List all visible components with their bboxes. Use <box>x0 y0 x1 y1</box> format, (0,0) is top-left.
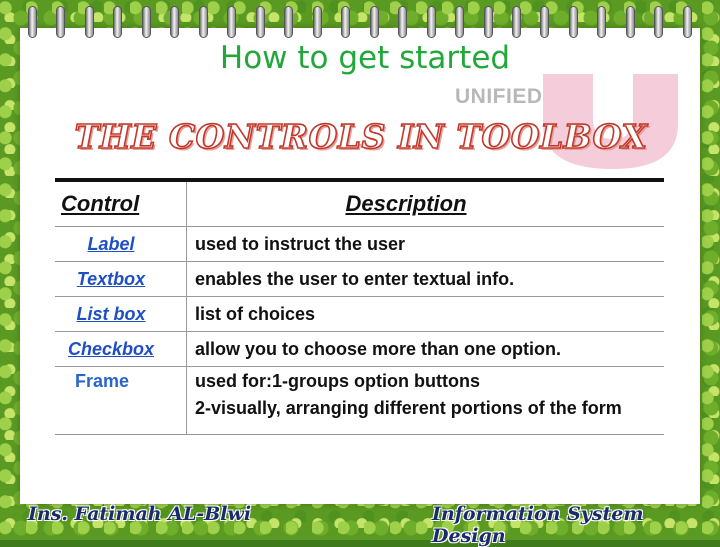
control-description: enables the user to enter textual info. <box>187 262 665 297</box>
binding-ring-icon <box>427 6 436 38</box>
control-name: List box <box>55 297 187 332</box>
binding-ring-icon <box>56 6 65 38</box>
binding-ring-icon <box>370 6 379 38</box>
unified-logo-text: UNIFIED <box>455 85 543 108</box>
binding-ring-icon <box>398 6 407 38</box>
binding-ring-icon <box>455 6 464 38</box>
binding-ring-icon <box>142 6 151 38</box>
binding-ring-icon <box>313 6 322 38</box>
binding-ring-icon <box>626 6 635 38</box>
binding-ring-icon <box>170 6 179 38</box>
binding-ring-icon <box>569 6 578 38</box>
binding-ring-icon <box>484 6 493 38</box>
footer-course: Information System Design <box>432 503 644 547</box>
table-row <box>55 297 664 332</box>
slide-title: How to get started <box>219 40 511 76</box>
control-name: Checkbox <box>55 332 187 367</box>
header-control: Control <box>55 180 187 227</box>
binding-ring-icon <box>85 6 94 38</box>
binding-ring-icon <box>540 6 549 38</box>
control-name: Textbox <box>55 262 187 297</box>
binding-ring-icon <box>256 6 265 38</box>
binding-ring-icon <box>227 6 236 38</box>
table-row <box>55 367 664 435</box>
description-line-2: 2-visually, arranging different portions of the form <box>195 398 622 418</box>
control-description: list of choices <box>187 297 665 332</box>
binding-ring-icon <box>28 6 37 38</box>
table-row <box>55 332 664 367</box>
control-name: Frame <box>55 367 187 435</box>
binding-ring-icon <box>284 6 293 38</box>
binding-ring-icon <box>199 6 208 38</box>
controls-table <box>55 178 664 435</box>
control-description: allow you to choose more than one option. <box>187 332 665 367</box>
toolbox-banner: THE CONTROLS IN TOOLBOX <box>74 117 648 156</box>
table-row <box>55 262 664 297</box>
binding-ring-icon <box>654 6 663 38</box>
table-row <box>55 227 664 262</box>
binding-ring-icon <box>683 6 692 38</box>
binding-ring-icon <box>341 6 350 38</box>
control-description <box>187 367 665 435</box>
header-description: Description <box>187 180 665 227</box>
binding-ring-icon <box>512 6 521 38</box>
table-header-row <box>55 180 664 227</box>
spiral-binding <box>28 6 692 40</box>
control-description: used to instruct the user <box>187 227 665 262</box>
description-line-1: used for:1-groups option buttons <box>195 371 480 391</box>
binding-ring-icon <box>113 6 122 38</box>
footer-author: Ins. Fatimah AL-Blwi <box>28 503 252 525</box>
binding-ring-icon <box>597 6 606 38</box>
control-name: Label <box>55 227 187 262</box>
